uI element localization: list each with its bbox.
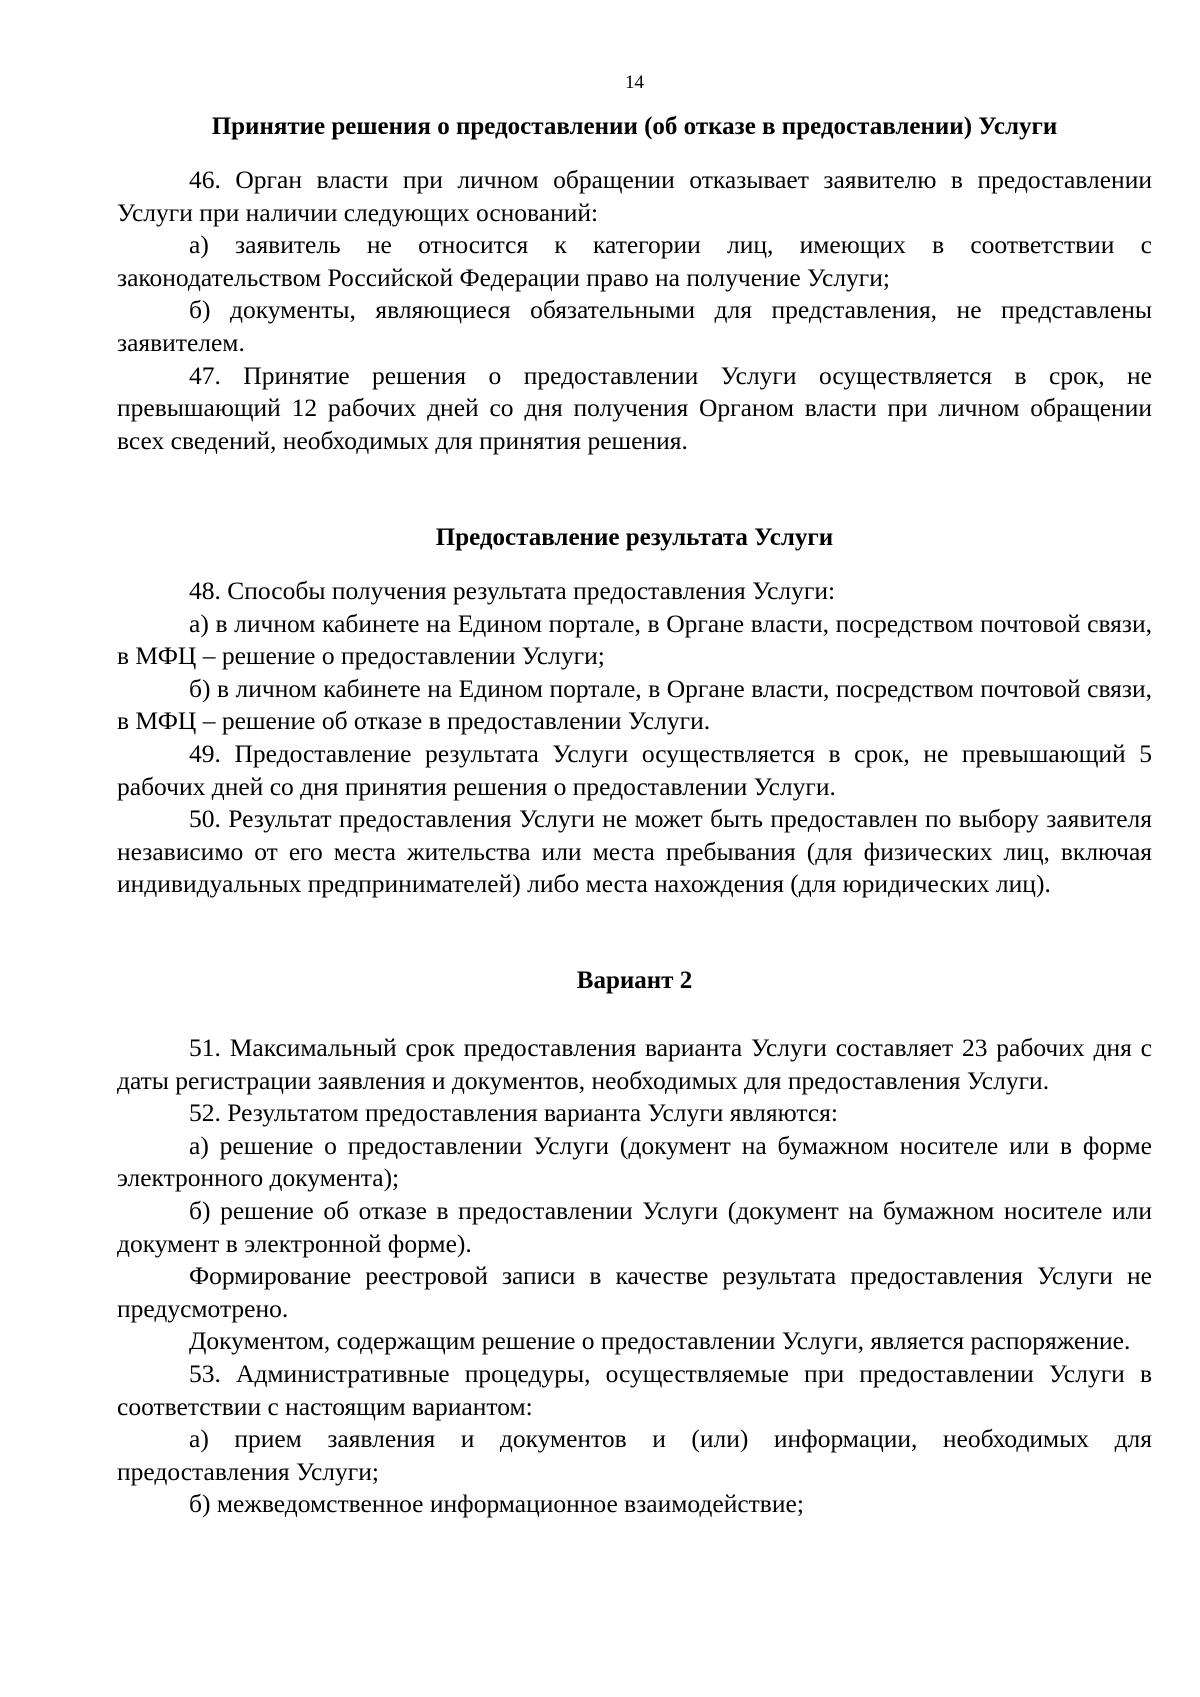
paragraph: 49. Предоставление результата Услуги осуществляется в срок, не превышающий 5 рабочих дней со дня принятия решения о предоставлении Услуги.: [117, 738, 1152, 801]
paragraph: 48. Способы получения результата предоставления Услуги:: [189, 576, 836, 605]
paragraph: а) заявитель не относится к категории лиц, имеющих в соответствии с законодательством Российской Федерации право на получение Услуги;: [117, 230, 1152, 292]
section-heading-result: Предоставление результата Услуги: [435, 524, 834, 551]
paragraph: б) в личном кабинете на Едином портале, в Органе власти, посредством почтовой связи, в МФЦ – решение об отказе в предоставлении Услуги.: [117, 673, 1152, 736]
section-body-decision: [117, 164, 1152, 457]
page-number: 14: [625, 72, 644, 93]
paragraph: 46. Орган власти при личном обращении отказывает заявителю в предоставлении Услуги при наличии следующих оснований:: [117, 165, 1152, 227]
paragraph: 51. Максимальный срок предоставления варианта Услуги составляет 23 рабочих дня с даты регистрации заявления и документов, необходимых для предоставления Услуги.: [117, 1033, 1152, 1095]
paragraph: а) в личном кабинете на Едином портале, в Органе власти, посредством почтовой связи, в МФЦ – решение о предоставлении Услуги;: [117, 608, 1152, 671]
paragraph: Формирование реестровой записи в качестве результата предоставления Услуги не предусмотрено.: [117, 1261, 1152, 1323]
paragraph: 47. Принятие решения о предоставлении Услуги осуществляется в срок, не превышающий 12 рабочих дней со дня получения Органом власти при личном обращении всех сведений, необходимых для принятия решения.: [117, 360, 1152, 455]
paragraph: а) решение о предоставлении Услуги (документ на бумажном носителе или в форме электронного документа);: [117, 1130, 1152, 1193]
section-heading-variant-2: Вариант 2: [576, 967, 693, 994]
paragraph: Документом, содержащим решение о предоставлении Услуги, является распоряжение.: [189, 1326, 1131, 1356]
paragraph: б) решение об отказе в предоставлении Услуги (документ на бумажном носителе или документ в электронной форме).: [117, 1195, 1152, 1258]
paragraph: 53. Административные процедуры, осуществляемые при предоставлении Услуги в соответствии с настоящим вариантом:: [117, 1358, 1152, 1421]
section-body-variant-2: [117, 1032, 1152, 1521]
paragraph: б) межведомственное информационное взаимодействие;: [189, 1489, 804, 1519]
paragraph: б) документы, являющиеся обязательными для представления, не представлены заявителем.: [117, 295, 1152, 357]
section-body-result: [117, 575, 1152, 901]
paragraph: а) прием заявления и документов и (или) информации, необходимых для предоставления Услуги;: [117, 1424, 1152, 1486]
section-heading-decision: Принятие решения о предоставлении (об отказе в предоставлении) Услуги: [211, 113, 1058, 140]
paragraph: 52. Результатом предоставления варианта Услуги являются:: [189, 1098, 838, 1128]
paragraph: 50. Результат предоставления Услуги не может быть предоставлен по выбору заявителя независимо от его места жительства или места пребывания (для физических лиц, включая индивидуальных предпринимателей) либо места нахождения (для юридических лиц).: [117, 804, 1152, 899]
